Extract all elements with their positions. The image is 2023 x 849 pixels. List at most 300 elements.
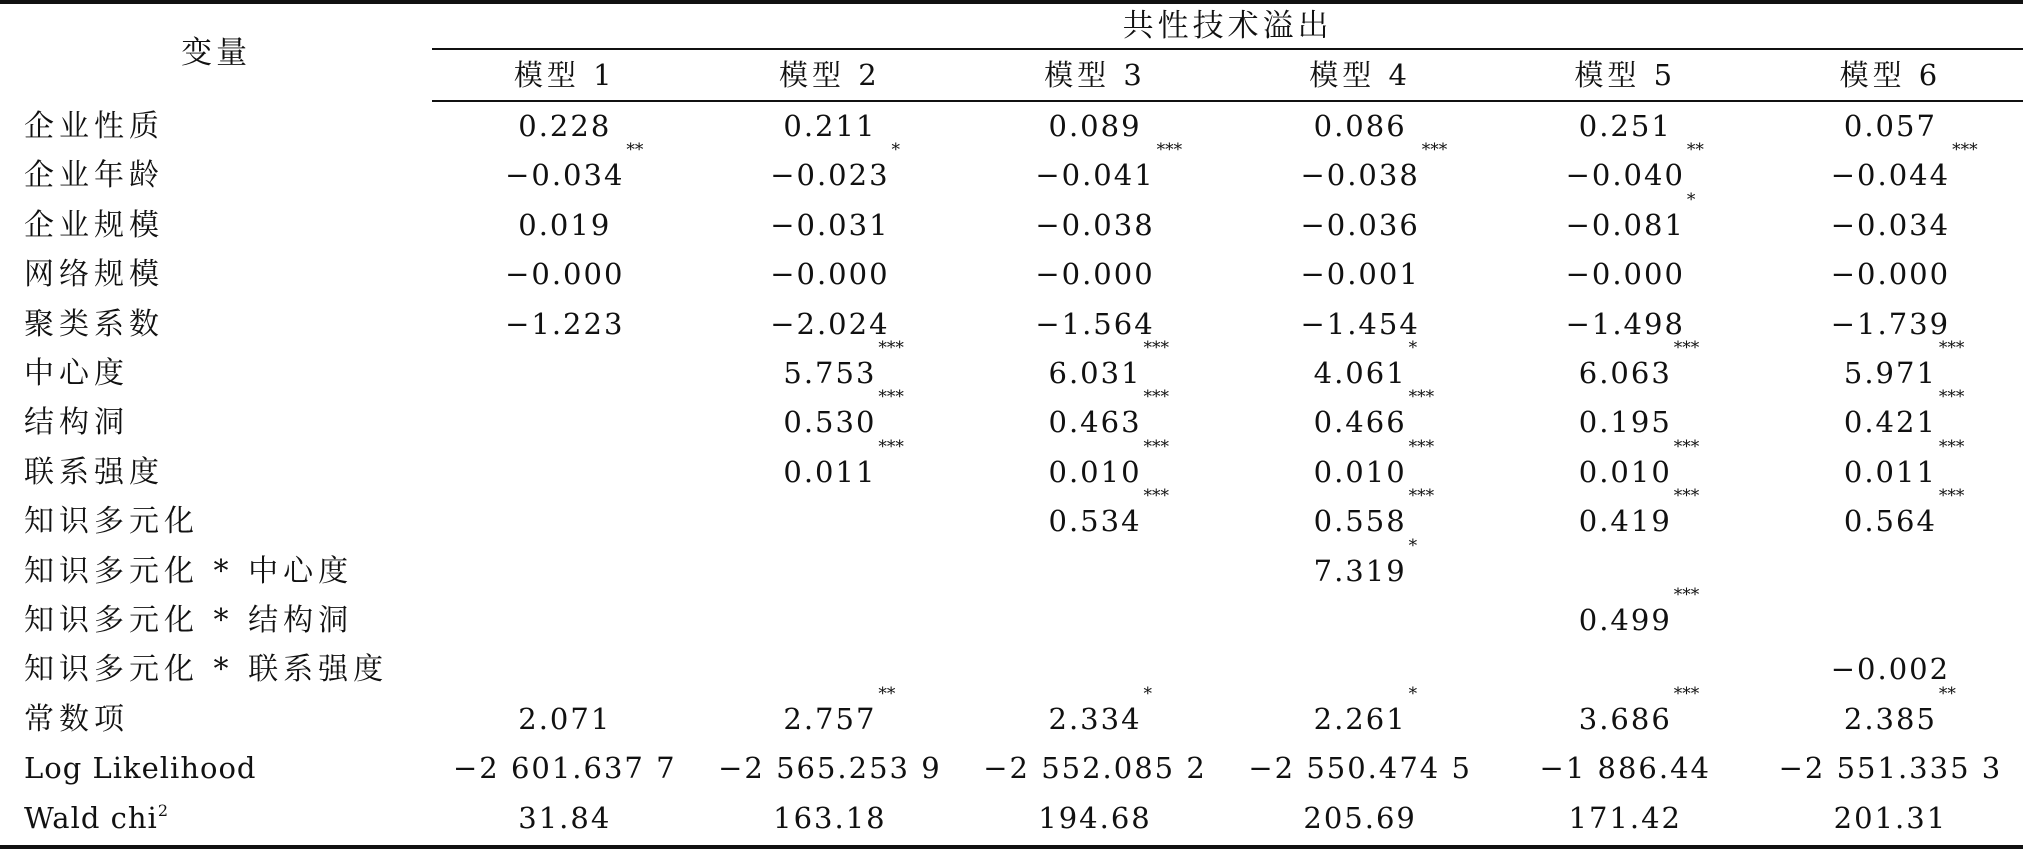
significance-stars: *** (1673, 436, 1700, 457)
table-cell (1493, 794, 1758, 843)
table-cell (1228, 300, 1493, 349)
coefficient-value (783, 102, 876, 151)
table-cell (1758, 300, 2023, 349)
table-cell (432, 744, 697, 793)
coefficient-value (1844, 102, 1937, 151)
coefficient-number: −0.000 (1830, 257, 1951, 292)
table-cell (1228, 101, 1493, 151)
table-cell (432, 101, 697, 151)
coefficient-number: 2.385 (1843, 701, 1937, 736)
table-cell (1493, 547, 1758, 596)
significance-stars: * (891, 140, 901, 161)
coefficient-number: 163.18 (773, 800, 887, 835)
coefficient-number: −1.564 (1035, 306, 1155, 341)
model-header-5: 模型 5 (1493, 49, 1758, 101)
coefficient-number: −1.498 (1565, 306, 1685, 341)
coefficient-value (1038, 794, 1151, 843)
coefficient-number: −2 551.335 3 (1778, 751, 2003, 786)
table-cell (432, 645, 697, 694)
table-cell (697, 300, 962, 349)
row-label-text: 聚类系数 (24, 306, 164, 342)
significance-stars: *** (1673, 338, 1700, 359)
coefficient-value (505, 140, 644, 200)
table-cell (1228, 683, 1493, 744)
model-header-1: 模型 1 (432, 49, 697, 101)
coefficient-number: −0.034 (505, 158, 625, 193)
table-cell (432, 398, 697, 447)
row-label-text: 网络规模 (24, 257, 164, 293)
table-cell (1758, 645, 2023, 694)
table-row (0, 596, 2023, 645)
significance-stars: *** (1408, 486, 1435, 507)
coefficient-number: 171.42 (1568, 800, 1682, 835)
coefficient-number: 0.564 (1843, 504, 1937, 539)
table-cell (1493, 140, 1758, 200)
table-cell (432, 201, 697, 250)
table-row (0, 794, 2023, 843)
table-cell (432, 250, 697, 299)
row-label-text: 知识多元化 * 联系强度 (24, 652, 389, 688)
coefficient-value (1565, 189, 1696, 250)
table-cell (962, 486, 1227, 546)
table-cell (1493, 300, 1758, 349)
table-cell (697, 250, 962, 299)
table-cell (1228, 250, 1493, 299)
coefficient-value (1830, 140, 1978, 200)
variable-column-header: 变量 (181, 34, 252, 71)
table-cell (432, 794, 697, 843)
coefficient-value (1035, 201, 1154, 250)
coefficient-number: −0.000 (1035, 257, 1155, 292)
coefficient-value (1313, 486, 1435, 546)
table-cell (1493, 585, 1758, 645)
table-cell (1228, 645, 1493, 694)
coefficient-value (1843, 683, 1956, 744)
table-cell (962, 683, 1227, 744)
coefficient-value (1779, 744, 2003, 793)
significance-stars: *** (1673, 486, 1700, 507)
coefficient-value (770, 140, 901, 200)
coefficient-value (1579, 102, 1672, 151)
table-cell (962, 547, 1227, 596)
table-cell (432, 300, 697, 349)
coefficient-number: 0.251 (1578, 109, 1672, 143)
significance-stars: * (1686, 189, 1696, 210)
row-label (0, 151, 432, 200)
significance-stars: *** (1143, 387, 1170, 408)
row-label-text: 企业年龄 (24, 158, 164, 194)
coefficient-number: 3.686 (1578, 701, 1672, 736)
table-cell (1758, 683, 2023, 744)
coefficient-value (1831, 300, 1950, 349)
coefficient-number: 194.68 (1038, 800, 1152, 835)
table-row (0, 398, 2023, 447)
coefficient-number: 0.466 (1313, 405, 1407, 440)
model-header-6: 模型 6 (1758, 49, 2023, 101)
coefficient-number: −2.024 (770, 306, 890, 341)
coefficient-number: −0.002 (1830, 652, 1951, 687)
coefficient-number: −0.036 (1300, 207, 1420, 242)
table-cell (1228, 744, 1493, 793)
row-label (0, 596, 432, 645)
coefficient-value (1300, 250, 1419, 299)
coefficient-number: −2 565.253 9 (718, 751, 942, 786)
coefficient-number: −0.000 (505, 257, 625, 292)
model-header-3: 模型 3 (962, 49, 1227, 101)
table-cell (962, 645, 1227, 694)
coefficient-value (773, 794, 886, 843)
table-row (0, 695, 2023, 744)
table-cell (962, 201, 1227, 250)
significance-stars: * (1408, 535, 1418, 556)
table-cell (697, 101, 962, 151)
row-label-text: 企业性质 (24, 108, 164, 144)
coefficient-value (783, 338, 904, 398)
row-label (0, 645, 432, 694)
coefficient-number: 201.31 (1833, 800, 1948, 835)
coefficient-value (1566, 300, 1685, 349)
table-cell (962, 387, 1227, 447)
coefficient-value (1578, 683, 1700, 744)
coefficient-value (718, 744, 942, 793)
table-cell (1493, 683, 1758, 744)
significance-stars: *** (1673, 585, 1700, 606)
coefficient-number: −0.023 (770, 158, 890, 193)
table-cell (1758, 201, 2023, 250)
coefficient-number: 31.84 (518, 800, 612, 835)
coefficient-number: 0.011 (1843, 454, 1937, 489)
results-table (0, 4, 2023, 843)
table-cell (1228, 140, 1493, 200)
coefficient-number: −1 886.44 (1539, 751, 1711, 786)
significance-stars: *** (1938, 436, 1965, 457)
coefficient-value (1300, 300, 1419, 349)
table-cell (1493, 436, 1758, 497)
coefficient-number: −0.081 (1565, 207, 1685, 242)
coefficient-number: −0.031 (770, 207, 890, 242)
coefficient-number: −2 550.474 5 (1248, 751, 1472, 786)
row-label (0, 398, 432, 447)
table-row (0, 300, 2023, 349)
table-cell (962, 794, 1227, 843)
coefficient-value (518, 102, 611, 151)
coefficient-value (783, 683, 896, 744)
coefficient-number: −0.038 (1035, 207, 1155, 242)
coefficient-value (505, 250, 624, 299)
significance-stars: *** (1408, 436, 1435, 457)
table-cell (1758, 101, 2023, 151)
coefficient-value (1578, 486, 1700, 546)
table-cell (432, 695, 697, 744)
row-label-text: 结构洞 (24, 405, 129, 441)
significance-stars: *** (1938, 387, 1965, 408)
coefficient-number: 0.421 (1843, 405, 1937, 440)
coefficient-number: −0.041 (1035, 158, 1155, 193)
coefficient-number: −1.223 (505, 306, 625, 341)
coefficient-value (1843, 486, 1965, 546)
coefficient-value (1314, 102, 1407, 151)
significance-stars: * (1408, 338, 1418, 359)
table-cell (1228, 201, 1493, 250)
coefficient-number: 205.69 (1303, 800, 1417, 835)
table-cell (962, 596, 1227, 645)
coefficient-value (1843, 338, 1965, 398)
coefficient-value (783, 387, 904, 447)
table-row (0, 349, 2023, 398)
row-label (0, 794, 432, 843)
coefficient-number: 0.010 (1578, 454, 1672, 489)
row-label (0, 547, 432, 596)
table-cell (1758, 338, 2023, 398)
table-cell (432, 596, 697, 645)
significance-stars: *** (1143, 486, 1170, 507)
coefficient-number: 2.334 (1048, 701, 1142, 736)
coefficient-number: 2.071 (518, 701, 612, 736)
coefficient-number: 0.019 (518, 207, 612, 242)
coefficient-value (1565, 140, 1704, 200)
coefficient-number: −0.040 (1565, 158, 1685, 193)
significance-stars: ** (878, 683, 896, 704)
table-cell (1228, 338, 1493, 398)
coefficient-number: −0.000 (1565, 257, 1685, 292)
coefficient-number: 0.010 (1048, 454, 1142, 489)
table-cell (1493, 486, 1758, 546)
table-cell (697, 140, 962, 200)
coefficient-value (1313, 436, 1435, 497)
coefficient-number: −0.001 (1300, 257, 1420, 292)
table-cell (1758, 250, 2023, 299)
table-cell (1493, 250, 1758, 299)
coefficient-number: −2 601.637 7 (452, 751, 677, 786)
significance-stars: *** (1421, 140, 1448, 161)
significance-stars: *** (1938, 338, 1965, 359)
table-cell (1228, 794, 1493, 843)
table-cell (1758, 744, 2023, 793)
coefficient-value (1048, 486, 1170, 546)
coefficient-value (518, 794, 611, 843)
significance-stars: *** (1673, 683, 1700, 704)
coefficient-value (518, 201, 611, 250)
row-label (0, 349, 432, 398)
table-cell (697, 596, 962, 645)
table-cell (1758, 596, 2023, 645)
coefficient-value (1248, 744, 1472, 793)
table-cell (432, 349, 697, 398)
coefficient-value (1048, 387, 1170, 447)
significance-stars: *** (1156, 140, 1183, 161)
table-cell (1228, 596, 1493, 645)
table-row (0, 250, 2023, 299)
coefficient-number: 6.063 (1578, 356, 1672, 391)
coefficient-number: 0.011 (783, 454, 877, 489)
coefficient-number: −0.038 (1300, 158, 1420, 193)
significance-stars: * (1143, 683, 1153, 704)
table-cell (1758, 140, 2023, 200)
table-row (0, 201, 2023, 250)
table-row (0, 547, 2023, 596)
group-header: 共性技术溢出 (432, 4, 2023, 49)
coefficient-value (1035, 140, 1183, 200)
coefficient-number: −0.000 (770, 257, 890, 292)
significance-stars: *** (1143, 338, 1170, 359)
coefficient-value (1300, 140, 1448, 200)
table-cell (1228, 436, 1493, 497)
coefficient-number: 5.971 (1843, 356, 1937, 391)
coefficient-value (1831, 645, 1950, 694)
coefficient-value (518, 695, 611, 744)
coefficient-value (1048, 338, 1170, 398)
coefficient-value (1834, 794, 1947, 843)
table-cell (1758, 387, 2023, 447)
coefficient-value (1831, 201, 1950, 250)
table-cell (962, 436, 1227, 497)
coefficient-value (770, 300, 889, 349)
coefficient-value (1035, 250, 1154, 299)
coefficient-number: 0.463 (1048, 405, 1142, 440)
table-cell (1228, 535, 1493, 596)
row-label (0, 695, 432, 744)
table-cell (432, 547, 697, 596)
table-cell (1493, 744, 1758, 793)
row-label (0, 250, 432, 299)
row-label-text: 联系强度 (24, 454, 164, 490)
coefficient-number: 0.010 (1313, 454, 1407, 489)
table-cell (697, 794, 962, 843)
table-cell (697, 683, 962, 744)
significance-stars: *** (1143, 436, 1170, 457)
table-cell (697, 645, 962, 694)
label-superscript: 2 (157, 800, 170, 820)
coefficient-value (1048, 436, 1170, 497)
coefficient-value (1578, 338, 1700, 398)
row-label-text: Log Likelihood (24, 751, 257, 786)
coefficient-number: 0.499 (1578, 603, 1672, 638)
table-cell (1228, 486, 1493, 546)
row-label-text: 企业规模 (24, 207, 164, 243)
table-cell (962, 300, 1227, 349)
coefficient-number: 0.211 (783, 109, 877, 143)
table-cell (1493, 189, 1758, 250)
coefficient-value (1313, 535, 1418, 596)
coefficient-value (1300, 201, 1419, 250)
coefficient-value (1566, 250, 1685, 299)
coefficient-value (1569, 794, 1682, 843)
coefficient-value (783, 436, 904, 497)
coefficient-value (1035, 300, 1154, 349)
coefficient-number: 0.534 (1048, 504, 1142, 539)
coefficient-value (1313, 683, 1418, 744)
coefficient-value (1048, 683, 1153, 744)
row-label (0, 300, 432, 349)
significance-stars: ** (1686, 140, 1704, 161)
table-cell (1493, 645, 1758, 694)
coefficient-number: 0.228 (518, 109, 612, 143)
model-header-2: 模型 2 (697, 49, 962, 101)
significance-stars: ** (1938, 683, 1956, 704)
significance-stars: *** (1408, 387, 1435, 408)
table-cell (1228, 387, 1493, 447)
coefficient-value (1578, 436, 1700, 497)
table-cell (697, 547, 962, 596)
table-cell (962, 338, 1227, 398)
significance-stars: *** (1952, 140, 1978, 161)
coefficient-value (1313, 387, 1435, 447)
table-cell (1758, 794, 2023, 843)
coefficient-value (1578, 585, 1700, 645)
table-cell (962, 744, 1227, 793)
coefficient-number: −1.454 (1300, 306, 1420, 341)
table-cell (697, 744, 962, 793)
significance-stars: *** (878, 436, 904, 457)
table-cell (1493, 338, 1758, 398)
row-label-text: 知识多元化 * 中心度 (24, 553, 354, 589)
coefficient-number: −2 552.085 2 (983, 751, 1207, 786)
table-cell (1758, 436, 2023, 497)
coefficient-value (453, 744, 677, 793)
significance-stars: *** (878, 387, 904, 408)
coefficient-number: 2.261 (1313, 701, 1407, 736)
row-label (0, 448, 432, 497)
significance-stars: * (1408, 683, 1418, 704)
coefficient-number: 0.195 (1578, 405, 1672, 440)
row-label-text: 中心度 (24, 356, 129, 392)
table-row (0, 744, 2023, 793)
table-cell (1758, 486, 2023, 546)
coefficient-number: −1.739 (1830, 306, 1951, 341)
row-label (0, 497, 432, 546)
coefficient-value (1843, 436, 1965, 497)
coefficient-value (1831, 250, 1950, 299)
row-label-text: 知识多元化 (24, 504, 199, 540)
coefficient-value (770, 201, 889, 250)
table-cell (697, 497, 962, 546)
table-row (0, 101, 2023, 151)
coefficient-number: 0.558 (1313, 504, 1407, 539)
coefficient-number: −0.044 (1830, 158, 1951, 193)
coefficient-number: 0.530 (783, 405, 877, 440)
table-cell (432, 448, 697, 497)
coefficient-number: 5.753 (783, 356, 877, 391)
table-cell (697, 338, 962, 398)
coefficient-value (1540, 744, 1711, 793)
table-cell (432, 497, 697, 546)
coefficient-number: −0.034 (1830, 207, 1951, 242)
row-label (0, 201, 432, 250)
table-cell (962, 140, 1227, 200)
table-cell (1758, 547, 2023, 596)
significance-stars: *** (1938, 486, 1965, 507)
table-row (0, 151, 2023, 200)
table-cell (1493, 101, 1758, 151)
table-body (0, 101, 2023, 843)
table-cell (962, 101, 1227, 151)
coefficient-number: 0.089 (1048, 109, 1142, 143)
table-cell (962, 250, 1227, 299)
table-cell (432, 140, 697, 200)
coefficient-value (770, 250, 889, 299)
row-label-text: 常数项 (24, 701, 129, 737)
coefficient-number: 0.086 (1313, 109, 1407, 143)
coefficient-value (1313, 338, 1418, 398)
table-row (0, 645, 2023, 694)
coefficient-number: 7.319 (1313, 553, 1407, 588)
table-cell (697, 387, 962, 447)
coefficient-value (1843, 387, 1965, 447)
significance-stars: *** (878, 338, 904, 359)
coefficient-value (1579, 398, 1672, 447)
coefficient-number: 4.061 (1313, 356, 1407, 391)
row-label-text: Wald chi (24, 800, 158, 835)
